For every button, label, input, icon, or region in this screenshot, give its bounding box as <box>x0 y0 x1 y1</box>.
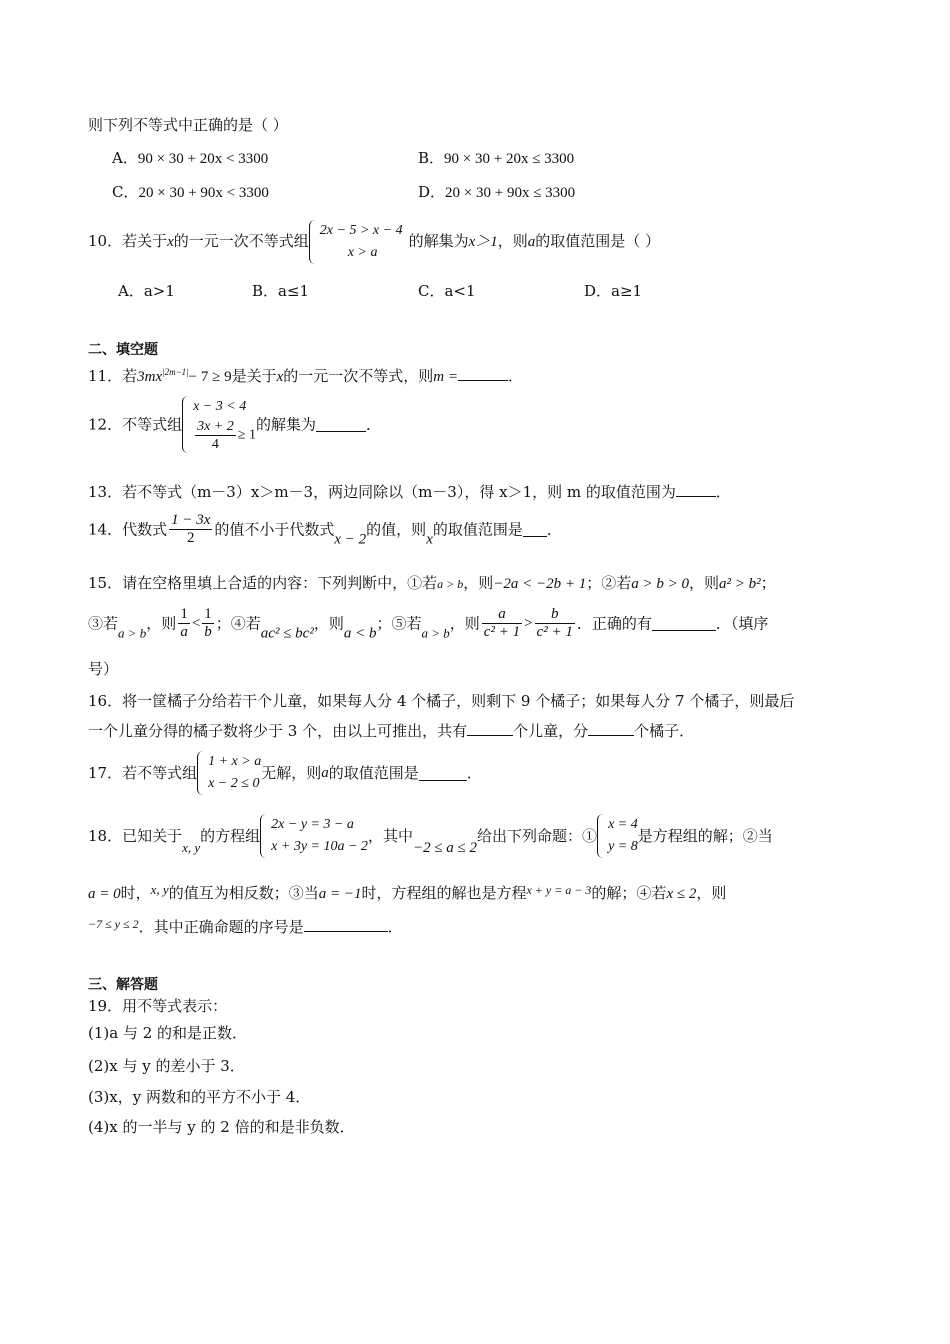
q10-option-a[interactable]: A．a>1 <box>118 282 175 300</box>
text: 是关于 <box>231 367 277 385</box>
q9-option-c[interactable] <box>112 182 269 203</box>
answer-blank[interactable] <box>467 721 513 736</box>
system-row: x = 4 <box>608 817 638 832</box>
q9-option-b[interactable] <box>418 148 574 169</box>
text: 给出下列命题：① <box>477 827 598 845</box>
text: 13．若不等式（m－3）x＞m－3，两边同除以（m－3），得 x＞1，则 m 的取值范围为 <box>88 483 676 501</box>
text: 的取值范围是 <box>328 764 419 782</box>
q18-line1 <box>88 814 773 858</box>
q10-option-d[interactable]: D．a≥1 <box>584 282 643 300</box>
fraction <box>178 606 190 641</box>
fraction <box>482 606 522 641</box>
q15-line2 <box>88 606 768 644</box>
q19-item-2: (2)x 与 y 的差小于 3． <box>88 1057 245 1075</box>
text: ．（填序 <box>715 614 769 633</box>
variable: a <box>321 765 329 781</box>
text: ≥ 1 <box>237 427 256 443</box>
expression: 3mx <box>137 369 163 385</box>
option-expr: 90 × 30 + 20x ≤ 3300 <box>444 151 575 167</box>
variable: x <box>276 369 284 385</box>
variables: x, y <box>182 840 201 855</box>
fraction <box>202 606 214 641</box>
system-row: y = 8 <box>608 839 638 854</box>
text: 15．请在空格里填上合适的内容：下列判断中，①若 <box>88 574 438 592</box>
denominator: a <box>180 624 188 640</box>
numerator: b <box>535 606 575 624</box>
option-label: A． <box>112 149 138 167</box>
text: 无解，则 <box>261 764 322 782</box>
operator: < <box>191 615 201 632</box>
expression: a = −1 <box>318 886 362 902</box>
q15-line1 <box>88 573 776 594</box>
text: 的值不小于代数式 <box>214 520 335 539</box>
system-row: 2x − y = 3 − a <box>271 817 354 832</box>
expression: −2 ≤ a ≤ 2 <box>412 840 478 856</box>
text: ，则 <box>313 614 344 633</box>
q16-line2 <box>88 721 694 741</box>
system-row: x > a <box>347 245 378 260</box>
system-row: x + 3y = 10a − 2 <box>271 839 368 854</box>
section-heading-fill-in: 二、填空题 <box>88 342 158 358</box>
text: 的方程组 <box>200 827 261 845</box>
q19-item-4: (4)x 的一半与 y 的 2 倍的和是非负数． <box>88 1118 355 1136</box>
expression: a = 0 <box>88 886 121 902</box>
option-label: C． <box>112 183 139 201</box>
text: 一个儿童分得的橘子数将少于 3 个，由以上可推出，共有 <box>88 722 468 740</box>
numerator: a <box>482 606 522 624</box>
exponent: |2m−1| <box>162 367 189 377</box>
text: 的取值范围是 <box>432 520 523 539</box>
equation-system <box>260 814 368 858</box>
text: ，则 <box>696 884 727 902</box>
text: ③若 <box>88 614 119 633</box>
q9-stem: 则下列不等式中正确的是（ ） <box>88 116 288 134</box>
expression: a < b <box>343 625 377 642</box>
answer-blank[interactable] <box>419 766 467 781</box>
text: 个橘子． <box>634 722 695 740</box>
text: 若关于 <box>122 232 168 250</box>
q18-line3 <box>88 914 403 937</box>
expression: −2a < −2b + 1 <box>493 576 587 592</box>
fraction <box>169 512 212 547</box>
q16-line1: 16．将一筐橘子分给若干个儿童，如果每人分 4 个橘子，则剩下 9 个橘子；如果每人分 7 个橘子，则最后 <box>88 692 795 710</box>
operator: > <box>524 615 533 632</box>
answer-blank[interactable] <box>458 366 508 381</box>
text: ；⑤若 <box>376 614 422 633</box>
numerator: 3x + 2 <box>197 419 234 434</box>
text: 的解集为 <box>255 415 316 434</box>
text: 时，方程组的解也是方程 <box>361 884 527 902</box>
text: ．正确的有 <box>576 614 652 633</box>
text: 17．若不等式组 <box>88 764 198 782</box>
denominator: c² + 1 <box>536 624 573 640</box>
option-label: D． <box>418 183 446 201</box>
text: ，则 <box>688 574 719 592</box>
text: ；④若 <box>215 614 261 633</box>
answer-blank[interactable] <box>676 482 716 497</box>
numerator: 1 <box>204 606 212 622</box>
expression: − 7 ≥ 9 <box>188 369 232 385</box>
expression: a > b > 0 <box>631 576 689 592</box>
inequality-system <box>197 751 261 795</box>
expression: a² > b² <box>719 576 761 592</box>
system-row: x − 3 < 4 <box>193 399 247 414</box>
text: ． <box>715 483 731 501</box>
text: 的解；④若 <box>591 884 667 902</box>
text: 的一元一次不等式组 <box>173 232 309 250</box>
variables: x, y <box>150 882 169 897</box>
system-row: x − 2 ≤ 0 <box>208 776 260 791</box>
text: 的解集为 <box>408 232 469 250</box>
q19-stem: 19．用不等式表示： <box>88 997 228 1015</box>
text: 的一元一次不等式，则 <box>283 367 434 385</box>
text: ． <box>508 367 524 385</box>
denominator: b <box>204 624 212 640</box>
expression: ac² ≤ bc² <box>260 625 314 642</box>
q19-item-3: (3)x，y 两数和的平方不小于 4． <box>88 1088 311 1106</box>
text: ，则 <box>463 574 494 592</box>
answer-blank[interactable] <box>652 616 716 631</box>
text: 时， <box>120 884 151 902</box>
denominator: 4 <box>211 437 219 452</box>
condition: x＞1 <box>468 234 498 250</box>
system-row <box>193 418 256 453</box>
q10-option-b[interactable]: B．a≤1 <box>252 282 310 300</box>
option-expr: 20 × 30 + 90x < 3300 <box>138 185 269 201</box>
inequality-system <box>182 396 256 453</box>
text: ，则 <box>497 232 528 250</box>
inequality-system <box>309 220 403 264</box>
expression: x + y = a − 3 <box>526 883 592 897</box>
answer-label: m = <box>433 369 459 385</box>
text: 的取值范围是（ ） <box>535 232 661 250</box>
option-label: B． <box>418 149 445 167</box>
text: 的值，则 <box>366 520 427 539</box>
q17-stem <box>88 751 482 795</box>
section-heading-solve: 三、解答题 <box>88 977 158 993</box>
q10-stem <box>88 216 660 267</box>
option-expr: 90 × 30 + 20x < 3300 <box>137 151 269 167</box>
expression: a > b <box>421 625 450 641</box>
text: ； <box>760 574 776 592</box>
q9-option-d[interactable] <box>418 182 575 203</box>
numerator: 1 <box>180 606 188 622</box>
q18-line2 <box>88 880 726 904</box>
system-row: 2x − 5 > x − 4 <box>319 223 403 238</box>
text: ，则 <box>146 614 177 633</box>
answer-blank[interactable] <box>588 721 634 736</box>
text: ，其中 <box>367 827 413 845</box>
text: ． <box>466 764 482 782</box>
text: ． <box>387 918 403 936</box>
q10-option-c[interactable]: C．a<1 <box>418 282 476 300</box>
answer-blank[interactable] <box>316 417 366 432</box>
expression: a > b <box>118 625 147 641</box>
text: 是方程组的解；②当 <box>637 827 773 845</box>
text: ；②若 <box>586 574 632 592</box>
expression: x ≤ 2 <box>666 886 697 902</box>
variable: x <box>426 531 433 548</box>
solution-system <box>597 814 638 858</box>
q19-item-1: (1)a 与 2 的和是正数． <box>88 1024 248 1042</box>
variable: a <box>527 234 536 250</box>
answer-blank[interactable] <box>304 917 388 932</box>
system-row: 1 + x > a <box>208 754 262 769</box>
text: 的值互为相反数；③当 <box>168 884 319 902</box>
text: ，则 <box>449 614 480 633</box>
text: 18．已知关于 <box>88 827 183 845</box>
denominator: c² + 1 <box>483 624 521 640</box>
text: ． <box>365 415 381 434</box>
text: 若 <box>122 367 138 385</box>
expression: a > b <box>437 577 464 591</box>
denominator: 2 <box>186 530 195 546</box>
text: ．其中正确命题的序号是 <box>138 918 304 936</box>
question-number: 10． <box>88 232 123 250</box>
text: 14．代数式 <box>88 520 168 539</box>
variable: x <box>167 234 174 250</box>
text: ． <box>546 520 562 539</box>
q12-stem <box>88 396 381 453</box>
fraction <box>195 418 236 453</box>
q13-stem <box>88 482 731 502</box>
text: 12．不等式组 <box>88 415 183 434</box>
expression: −7 ≤ y ≤ 2 <box>88 917 139 931</box>
q9-option-a[interactable] <box>112 148 268 169</box>
fraction <box>535 606 575 641</box>
numerator: 1 − 3x <box>171 512 211 528</box>
q15-line3: 号） <box>88 660 119 678</box>
question-number: 11． <box>88 367 123 385</box>
q11-stem <box>88 362 523 387</box>
answer-blank[interactable] <box>523 522 547 537</box>
text: 个儿童，分 <box>513 722 589 740</box>
expression: x − 2 <box>334 531 367 548</box>
option-expr: 20 × 30 + 90x ≤ 3300 <box>445 185 576 201</box>
q14-stem <box>88 512 562 550</box>
